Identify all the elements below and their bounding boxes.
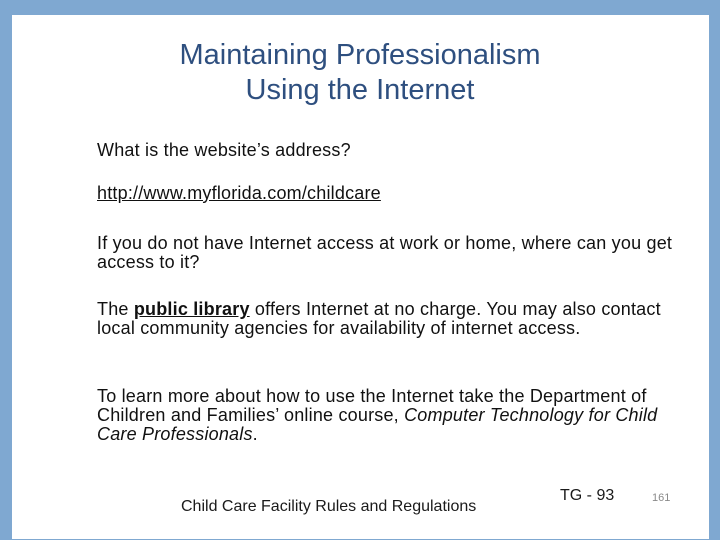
course-name: Computer Technology for Child Care Professionals [97,405,658,444]
title-line-1: Maintaining Professionalism [179,39,541,71]
question-internet-access: If you do not have Internet access at work or home, where can you get access to it? [97,233,673,272]
answer-public-library [97,300,677,338]
answer3-lead: To learn more about how to use the Internet take the Department of Children and Families’ online course, [97,386,647,425]
answer3-end: . [252,424,258,444]
footer-tg-reference: TG - 93 [560,487,615,504]
page-number: 161 [652,492,671,504]
footer-title: Child Care Facility Rules and Regulations [181,498,477,515]
slide-title [0,38,720,108]
answer2-lead: The [97,299,134,319]
answer-online-course [97,387,687,444]
website-url-link[interactable]: http://www.myflorida.com/childcare [97,183,381,203]
title-line-2: Using the Internet [245,74,475,106]
answer2-rest: offers Internet at no charge. You may also contact local community agencies for availability of internet access. [97,299,661,338]
public-library-link[interactable]: public library [133,299,250,319]
question-website-address: What is the website’s address? [97,140,351,160]
